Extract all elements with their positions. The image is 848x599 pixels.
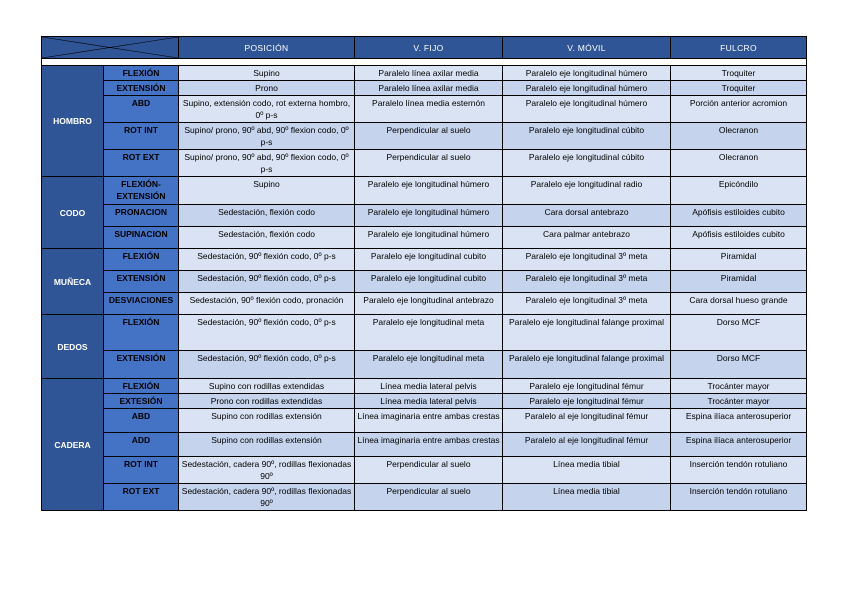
- mobile-arm-cell: Cara palmar antebrazo: [503, 227, 671, 249]
- position-cell: Sedestación, 90º flexión codo, 0º p-s: [179, 351, 355, 379]
- movement-cell: EXTESIÓN: [104, 394, 179, 409]
- position-cell: Prono: [179, 81, 355, 96]
- mobile-arm-cell: Paralelo eje longitudinal fémur: [503, 379, 671, 394]
- table-row: [42, 351, 807, 379]
- table-row: [42, 150, 807, 177]
- mobile-arm-cell: Paralelo eje longitudinal 3º meta: [503, 249, 671, 271]
- mobile-arm-cell: Paralelo eje longitudinal cúbito: [503, 150, 671, 177]
- table-row: [42, 227, 807, 249]
- movement-cell: ABD: [104, 409, 179, 433]
- movement-cell: EXTENSIÓN: [104, 81, 179, 96]
- fulcrum-cell: Apófisis estiloides cubito: [671, 227, 807, 249]
- fulcrum-cell: Troquiter: [671, 81, 807, 96]
- fixed-arm-cell: Paralelo línea media esternón: [355, 96, 503, 123]
- position-cell: Prono con rodillas extendidas: [179, 394, 355, 409]
- position-cell: Sedestación, 90º flexión codo, 0º p-s: [179, 249, 355, 271]
- movement-cell: ABD: [104, 96, 179, 123]
- position-cell: Sedestación, 90º flexión codo, pronación: [179, 293, 355, 315]
- movement-cell: SUPINACION: [104, 227, 179, 249]
- table-row: [42, 394, 807, 409]
- joint-group-label: HOMBRO: [42, 66, 104, 177]
- header-row: [42, 37, 807, 59]
- fulcrum-cell: Espina ilíaca anterosuperior: [671, 409, 807, 433]
- fixed-arm-cell: Paralelo línea axilar media: [355, 66, 503, 81]
- joint-group-label: CADERA: [42, 379, 104, 511]
- fixed-arm-cell: Perpendicular al suelo: [355, 123, 503, 150]
- fulcrum-cell: Trocánter mayor: [671, 394, 807, 409]
- fixed-arm-cell: Perpendicular al suelo: [355, 457, 503, 484]
- position-cell: Sedestación, cadera 90º, rodillas flexionadas 90º: [179, 457, 355, 484]
- header-movil: V. MÓVIL: [503, 37, 671, 59]
- movement-cell: ROT INT: [104, 457, 179, 484]
- fixed-arm-cell: Paralelo eje longitudinal húmero: [355, 205, 503, 227]
- fulcrum-cell: Inserción tendón rotuliano: [671, 457, 807, 484]
- position-cell: Supino/ prono, 90º abd, 90º flexion codo, 0º p-s: [179, 123, 355, 150]
- fulcrum-cell: Olecranon: [671, 150, 807, 177]
- fulcrum-cell: Inserción tendón rotuliano: [671, 484, 807, 511]
- mobile-arm-cell: Paralelo al eje longitudinal fémur: [503, 433, 671, 457]
- mobile-arm-cell: Paralelo eje longitudinal húmero: [503, 66, 671, 81]
- header-spacer: [42, 59, 807, 66]
- movement-cell: ROT EXT: [104, 150, 179, 177]
- fixed-arm-cell: Paralelo eje longitudinal cubito: [355, 249, 503, 271]
- mobile-arm-cell: Paralelo eje longitudinal 3º meta: [503, 293, 671, 315]
- mobile-arm-cell: Cara dorsal antebrazo: [503, 205, 671, 227]
- header-fulcro: FULCRO: [671, 37, 807, 59]
- fixed-arm-cell: Línea media lateral pelvis: [355, 379, 503, 394]
- position-cell: Supino con rodillas extensión: [179, 433, 355, 457]
- table-row: [42, 315, 807, 351]
- position-cell: Supino con rodillas extendidas: [179, 379, 355, 394]
- fulcrum-cell: Olecranon: [671, 123, 807, 150]
- table-row: [42, 123, 807, 150]
- position-cell: Supino: [179, 66, 355, 81]
- fixed-arm-cell: Paralelo eje longitudinal húmero: [355, 227, 503, 249]
- fulcrum-cell: Piramidal: [671, 271, 807, 293]
- mobile-arm-cell: Paralelo eje longitudinal húmero: [503, 81, 671, 96]
- fixed-arm-cell: Paralelo eje longitudinal cubito: [355, 271, 503, 293]
- table-row: [42, 205, 807, 227]
- position-cell: Supino/ prono, 90º abd, 90º flexion codo, 0º p-s: [179, 150, 355, 177]
- movement-cell: ROT EXT: [104, 484, 179, 511]
- movement-cell: FLEXIÓN: [104, 315, 179, 351]
- table-row: [42, 457, 807, 484]
- mobile-arm-cell: Paralelo eje longitudinal 3º meta: [503, 271, 671, 293]
- table-row: [42, 249, 807, 271]
- goniometry-table: [41, 36, 807, 511]
- joint-group-label: DEDOS: [42, 315, 104, 379]
- fulcrum-cell: Troquiter: [671, 66, 807, 81]
- movement-cell: FLEXIÓN: [104, 66, 179, 81]
- position-cell: Supino: [179, 177, 355, 205]
- movement-cell: ROT INT: [104, 123, 179, 150]
- fixed-arm-cell: Línea media lateral pelvis: [355, 394, 503, 409]
- position-cell: Supino con rodillas extensión: [179, 409, 355, 433]
- mobile-arm-cell: Paralelo eje longitudinal cúbito: [503, 123, 671, 150]
- movement-cell: FLEXIÓN: [104, 249, 179, 271]
- position-cell: Sedestación, 90º flexión codo, 0º p-s: [179, 271, 355, 293]
- fulcrum-cell: Trocánter mayor: [671, 379, 807, 394]
- table-row: [42, 293, 807, 315]
- fixed-arm-cell: Paralelo eje longitudinal antebrazo: [355, 293, 503, 315]
- mobile-arm-cell: Paralelo al eje longitudinal fémur: [503, 409, 671, 433]
- mobile-arm-cell: Paralelo eje longitudinal fémur: [503, 394, 671, 409]
- fixed-arm-cell: Paralelo línea axilar media: [355, 81, 503, 96]
- header-posicion: POSICIÓN: [179, 37, 355, 59]
- movement-cell: EXTENSIÓN: [104, 271, 179, 293]
- fixed-arm-cell: Línea imaginaria entre ambas crestas: [355, 433, 503, 457]
- header-fijo: V. FIJO: [355, 37, 503, 59]
- movement-cell: FLEXIÓN-EXTENSIÓN: [104, 177, 179, 205]
- fulcrum-cell: Piramidal: [671, 249, 807, 271]
- mobile-arm-cell: Línea media tibial: [503, 457, 671, 484]
- position-cell: Sedestación, 90º flexión codo, 0º p-s: [179, 315, 355, 351]
- fixed-arm-cell: Línea imaginaria entre ambas crestas: [355, 409, 503, 433]
- fixed-arm-cell: Paralelo eje longitudinal meta: [355, 351, 503, 379]
- header-corner-cell: [42, 37, 179, 59]
- movement-cell: PRONACION: [104, 205, 179, 227]
- mobile-arm-cell: Paralelo eje longitudinal radio: [503, 177, 671, 205]
- table-row: [42, 379, 807, 394]
- table-body: [42, 66, 807, 511]
- fulcrum-cell: Cara dorsal hueso grande: [671, 293, 807, 315]
- movement-cell: ADD: [104, 433, 179, 457]
- table-row: [42, 409, 807, 433]
- movement-cell: DESVIACIONES: [104, 293, 179, 315]
- position-cell: Sedestación, flexión codo: [179, 205, 355, 227]
- movement-cell: FLEXIÓN: [104, 379, 179, 394]
- fixed-arm-cell: Paralelo eje longitudinal húmero: [355, 177, 503, 205]
- fulcrum-cell: Dorso MCF: [671, 351, 807, 379]
- table-row: [42, 81, 807, 96]
- table-row: [42, 433, 807, 457]
- fulcrum-cell: Epicóndilo: [671, 177, 807, 205]
- position-cell: Sedestación, cadera 90º, rodillas flexionadas 90º: [179, 484, 355, 511]
- diagonal-lines-icon: [42, 37, 178, 58]
- position-cell: Sedestación, flexión codo: [179, 227, 355, 249]
- mobile-arm-cell: Paralelo eje longitudinal falange proximal: [503, 315, 671, 351]
- table-row: [42, 271, 807, 293]
- fixed-arm-cell: Paralelo eje longitudinal meta: [355, 315, 503, 351]
- fulcrum-cell: Dorso MCF: [671, 315, 807, 351]
- fixed-arm-cell: Perpendicular al suelo: [355, 150, 503, 177]
- fixed-arm-cell: Perpendicular al suelo: [355, 484, 503, 511]
- fulcrum-cell: Porción anterior acromion: [671, 96, 807, 123]
- movement-cell: EXTENSIÓN: [104, 351, 179, 379]
- mobile-arm-cell: Paralelo eje longitudinal falange proximal: [503, 351, 671, 379]
- table-row: [42, 66, 807, 81]
- table-row: [42, 177, 807, 205]
- mobile-arm-cell: Línea media tibial: [503, 484, 671, 511]
- joint-group-label: MUÑECA: [42, 249, 104, 315]
- table-row: [42, 484, 807, 511]
- fulcrum-cell: Apófisis estiloides cubito: [671, 205, 807, 227]
- joint-group-label: CODO: [42, 177, 104, 249]
- mobile-arm-cell: Paralelo eje longitudinal húmero: [503, 96, 671, 123]
- position-cell: Supino, extensión codo, rot externa hombro, 0º p-s: [179, 96, 355, 123]
- table-row: [42, 96, 807, 123]
- fulcrum-cell: Espina ilíaca anterosuperior: [671, 433, 807, 457]
